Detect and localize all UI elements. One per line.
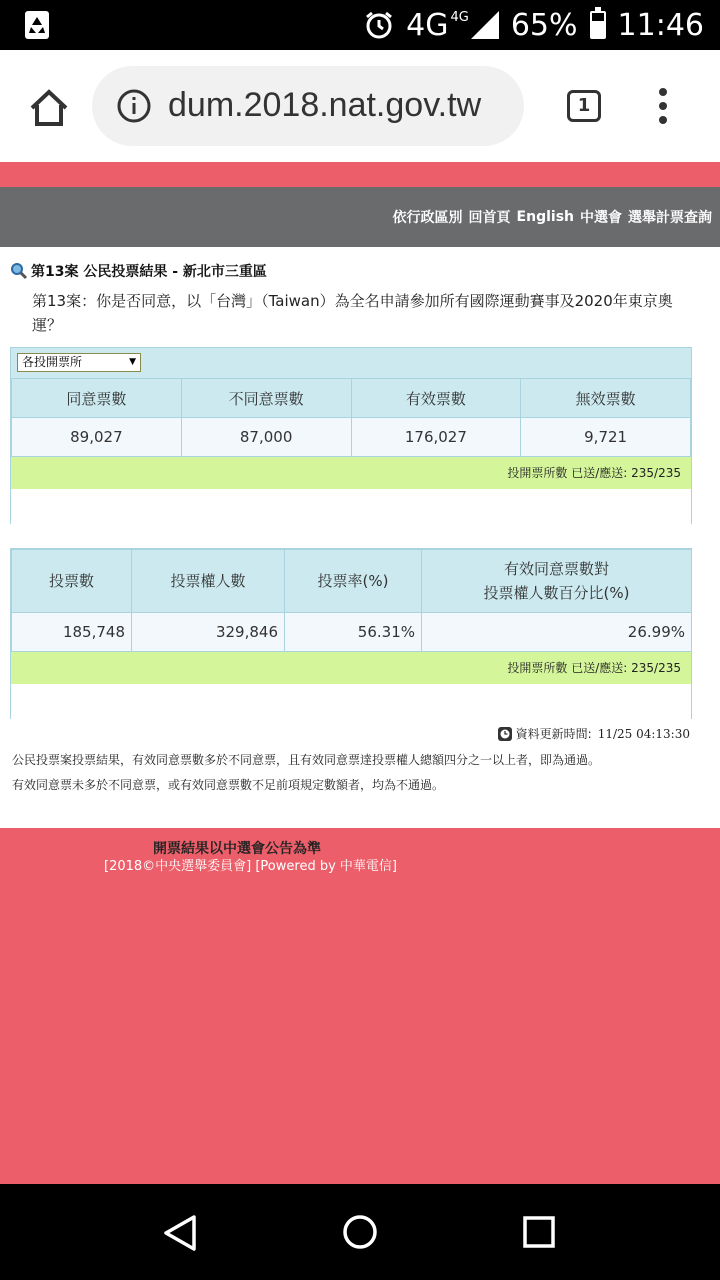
- cell-eligible-voters: 329,846: [132, 613, 285, 652]
- alarm-icon: [364, 10, 394, 40]
- header-agree: 同意票數: [12, 379, 182, 418]
- header-disagree: 不同意票數: [181, 379, 351, 418]
- fail-rule-note: 有效同意票未多於不同意票，或有效同意票數不足前項規定數額者，均為不通過。: [12, 778, 445, 792]
- network-small-label: 4G: [450, 9, 469, 25]
- nav-by-district[interactable]: 依行政區別: [392, 210, 463, 226]
- dropdown-arrow-icon: ▼: [129, 357, 136, 367]
- table-row: [12, 418, 691, 457]
- cell-votes-cast: 185,748: [12, 613, 132, 652]
- turnout-table: [11, 549, 692, 652]
- header-valid: 有效票數: [351, 379, 521, 418]
- pass-rule-note: 公民投票案投票結果，有效同意票數多於不同意票，且有效同意票達投票權人總額四分之一以上者，即為通過。: [12, 753, 601, 767]
- network-label: 4G: [406, 7, 449, 43]
- stations-status: 投開票所數 已送/應送: 235/235: [11, 652, 691, 684]
- blank-row: [11, 489, 691, 526]
- panel-header: [11, 348, 691, 378]
- polling-station-select-value: 各投開票所: [22, 355, 83, 369]
- browser-toolbar: [0, 50, 720, 162]
- header-agree-ratio-line2: 投票權人數百分比(%): [483, 584, 630, 602]
- case-question: 第13案：你是否同意，以「台灣」（Taiwan）為全名申請參加所有國際運動賽事及2020年東京奧運？: [32, 292, 673, 334]
- address-bar[interactable]: [92, 66, 524, 146]
- status-bar: [0, 0, 720, 50]
- footer-copyright: [2018©中央選舉委員會] [Powered by 中華電信]: [104, 859, 397, 874]
- magnifier-icon: [10, 262, 28, 280]
- main-content: [0, 247, 720, 828]
- case-title-text: 第13案 公民投票結果 - 新北市三重區: [31, 264, 267, 280]
- cell-disagree: 87,000: [181, 418, 351, 457]
- header-strip: [0, 162, 720, 187]
- signal-icon: [471, 11, 499, 39]
- cell-turnout: 56.31%: [285, 613, 422, 652]
- url-text[interactable]: dum.2018.nat.gov.tw: [168, 86, 482, 124]
- network-indicator: [406, 8, 499, 43]
- header-invalid: 無效票數: [521, 379, 691, 418]
- clock: 11:46: [617, 7, 704, 43]
- update-value: 11/25 04:13:30: [597, 726, 690, 741]
- home-circle-icon[interactable]: [342, 1214, 378, 1250]
- stations-status: 投開票所數 已送/應送: 235/235: [11, 457, 691, 489]
- recent-apps-icon[interactable]: [523, 1216, 555, 1248]
- update-label: 資料更新時間:: [515, 727, 592, 741]
- update-time: [498, 725, 690, 742]
- vote-count-panel: [10, 347, 692, 524]
- nav-english[interactable]: English: [516, 209, 574, 225]
- turnout-panel: [10, 548, 692, 719]
- back-icon[interactable]: [162, 1214, 198, 1252]
- nav-election-query[interactable]: 選舉計票查詢: [628, 210, 712, 226]
- tab-switcher-button[interactable]: 1: [567, 90, 601, 122]
- system-nav-bar: [0, 1184, 720, 1280]
- recycle-icon: [24, 10, 50, 40]
- header-agree-ratio: [422, 550, 692, 613]
- cell-agree-ratio: 26.99%: [422, 613, 692, 652]
- blank-row: [11, 684, 691, 721]
- nav-cec[interactable]: 中選會: [580, 210, 622, 226]
- overflow-menu-icon[interactable]: [656, 88, 670, 128]
- site-nav: [0, 187, 720, 247]
- cell-invalid: 9,721: [521, 418, 691, 457]
- case-title: [10, 261, 267, 281]
- clock-icon: [498, 727, 512, 741]
- battery-percent: 65%: [510, 7, 578, 43]
- table-row: [12, 613, 692, 652]
- header-agree-ratio-line1: 有效同意票數對: [503, 560, 609, 578]
- header-votes-cast: 投票數: [12, 550, 132, 613]
- header-turnout: 投票率(%): [285, 550, 422, 613]
- cell-agree: 89,027: [12, 418, 182, 457]
- cell-valid: 176,027: [351, 418, 521, 457]
- vote-count-table: [11, 378, 691, 457]
- battery-icon: [590, 11, 606, 39]
- polling-station-select[interactable]: [17, 353, 141, 372]
- header-eligible-voters: 投票權人數: [132, 550, 285, 613]
- info-icon[interactable]: [116, 88, 152, 124]
- home-icon[interactable]: [28, 88, 70, 128]
- nav-home[interactable]: 回首頁: [468, 210, 511, 226]
- footer-disclaimer: 開票結果以中選會公告為準: [153, 841, 321, 857]
